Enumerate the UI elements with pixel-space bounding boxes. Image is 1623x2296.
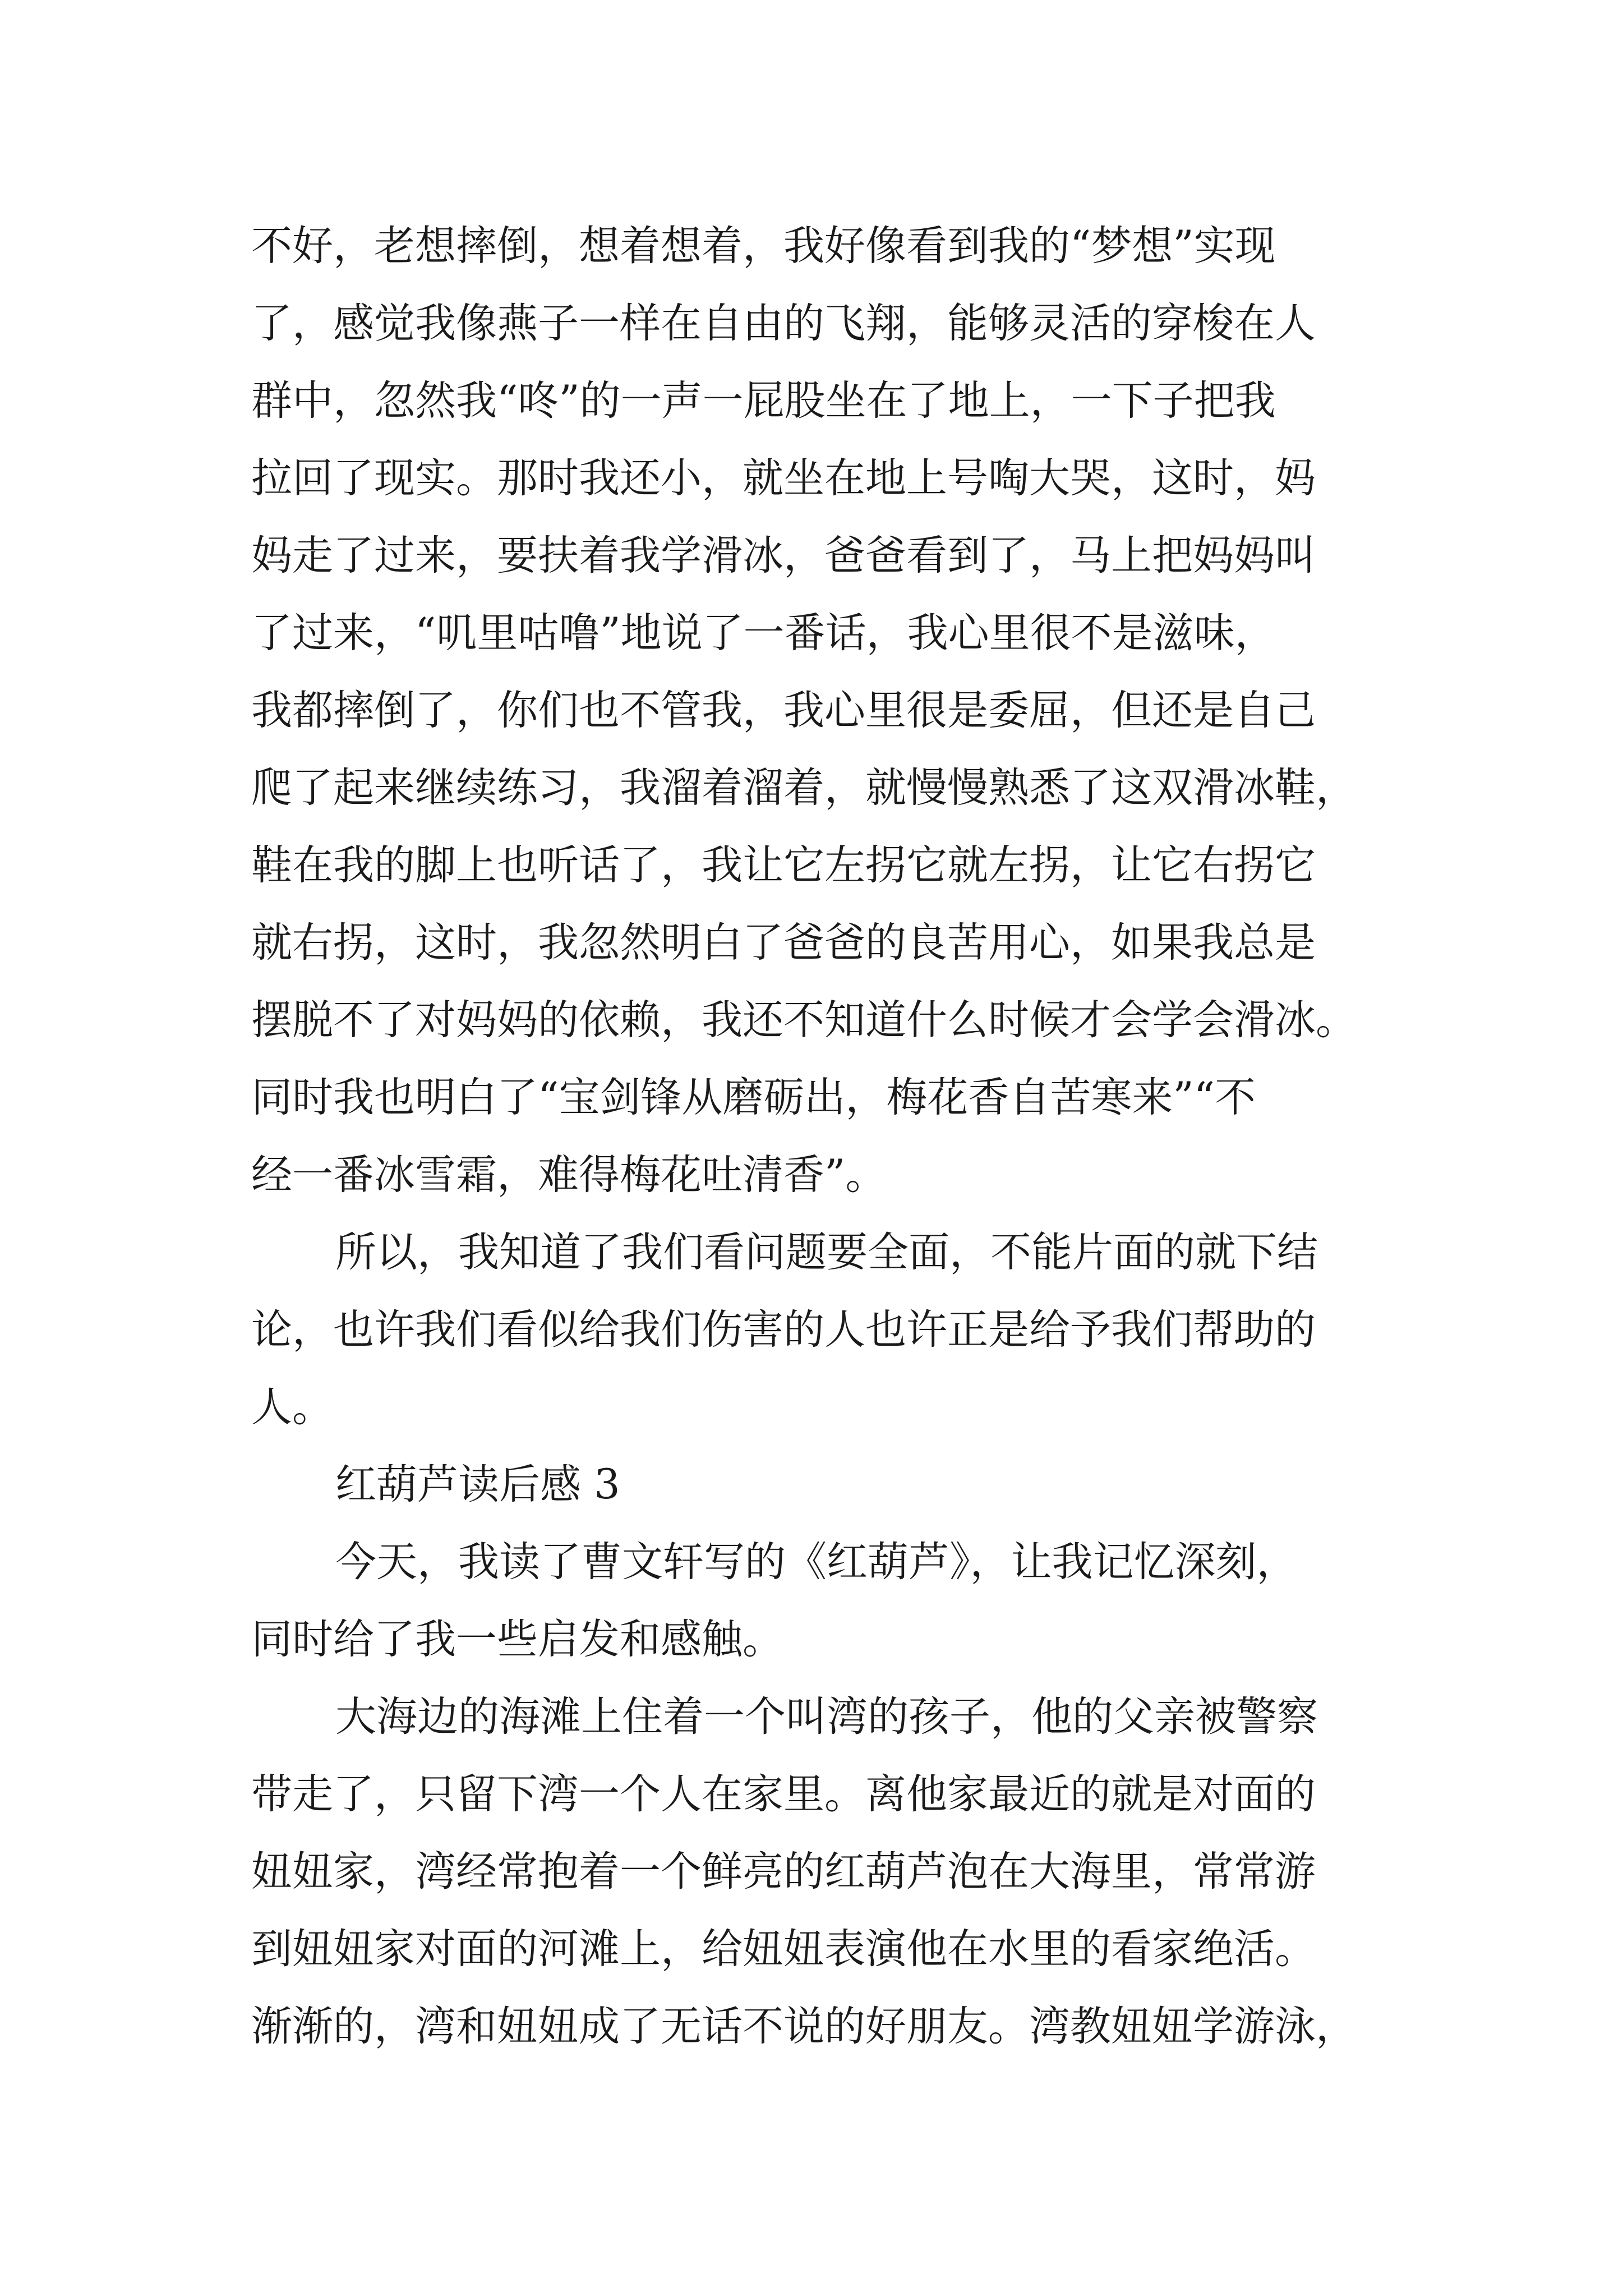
body-text bbox=[251, 208, 1415, 2065]
text-line: 了过来，“叽里咕噜”地说了一番话，我心里很不是滋味， bbox=[251, 609, 1276, 657]
text-line: 同时给了我一些启发和感触。 bbox=[251, 1616, 783, 1663]
text-line: 到妞妞家对面的河滩上，给妞妞表演他在水里的看家绝活。 bbox=[251, 1925, 1316, 1973]
text-line: 我都摔倒了，你们也不管我，我心里很是委屈，但还是自己 bbox=[251, 687, 1316, 734]
text-line: 群中，忽然我“咚”的一声一屁股坐在了地上，一下子把我 bbox=[251, 377, 1276, 425]
paragraph-first-line: 所以，我知道了我们看问题要全面，不能片面的就下结 bbox=[335, 1228, 1318, 1276]
text-line: 妞妞家，湾经常抱着一个鲜亮的红葫芦泡在大海里，常常游 bbox=[251, 1848, 1316, 1895]
paragraph-first-line: 大海边的海滩上住着一个叫湾的孩子，他的父亲被警察 bbox=[335, 1693, 1318, 1741]
text-line: 拉回了现实。那时我还小，就坐在地上号啕大哭，这时，妈 bbox=[251, 454, 1316, 502]
text-line: 不好，老想摔倒，想着想着，我好像看到我的“梦想”实现 bbox=[251, 222, 1276, 270]
text-line: 了，感觉我像燕子一样在自由的飞翔，能够灵活的穿梭在人 bbox=[251, 300, 1316, 347]
text-line: 带走了，只留下湾一个人在家里。离他家最近的就是对面的 bbox=[251, 1770, 1316, 1818]
text-line: 经一番冰雪霜，难得梅花吐清香”。 bbox=[251, 1151, 887, 1199]
text-line: 摆脱不了对妈妈的依赖，我还不知道什么时候才会学会滑冰。 bbox=[251, 996, 1357, 1044]
text-line: 就右拐，这时，我忽然明白了爸爸的良苦用心，如果我总是 bbox=[251, 919, 1316, 967]
text-line: 渐渐的，湾和妞妞成了无话不说的好朋友。湾教妞妞学游泳， bbox=[251, 2003, 1357, 2050]
section-heading: 红葫芦读后感 3 bbox=[335, 1461, 620, 1508]
text-line: 人。 bbox=[251, 1383, 333, 1431]
text-line: 论，也许我们看似给我们伤害的人也许正是给予我们帮助的 bbox=[251, 1306, 1316, 1354]
text-line: 同时我也明白了“宝剑锋从磨砺出，梅花香自苦寒来”“不 bbox=[251, 1074, 1256, 1121]
text-line: 鞋在我的脚上也听话了，我让它左拐它就左拐，让它右拐它 bbox=[251, 841, 1316, 889]
text-line: 妈走了过来，要扶着我学滑冰，爸爸看到了，马上把妈妈叫 bbox=[251, 532, 1316, 579]
paragraph-first-line: 今天，我读了曹文轩写的《红葫芦》，让我记忆深刻， bbox=[335, 1538, 1298, 1586]
text-line: 爬了起来继续练习，我溜着溜着，就慢慢熟悉了这双滑冰鞋， bbox=[251, 764, 1357, 812]
